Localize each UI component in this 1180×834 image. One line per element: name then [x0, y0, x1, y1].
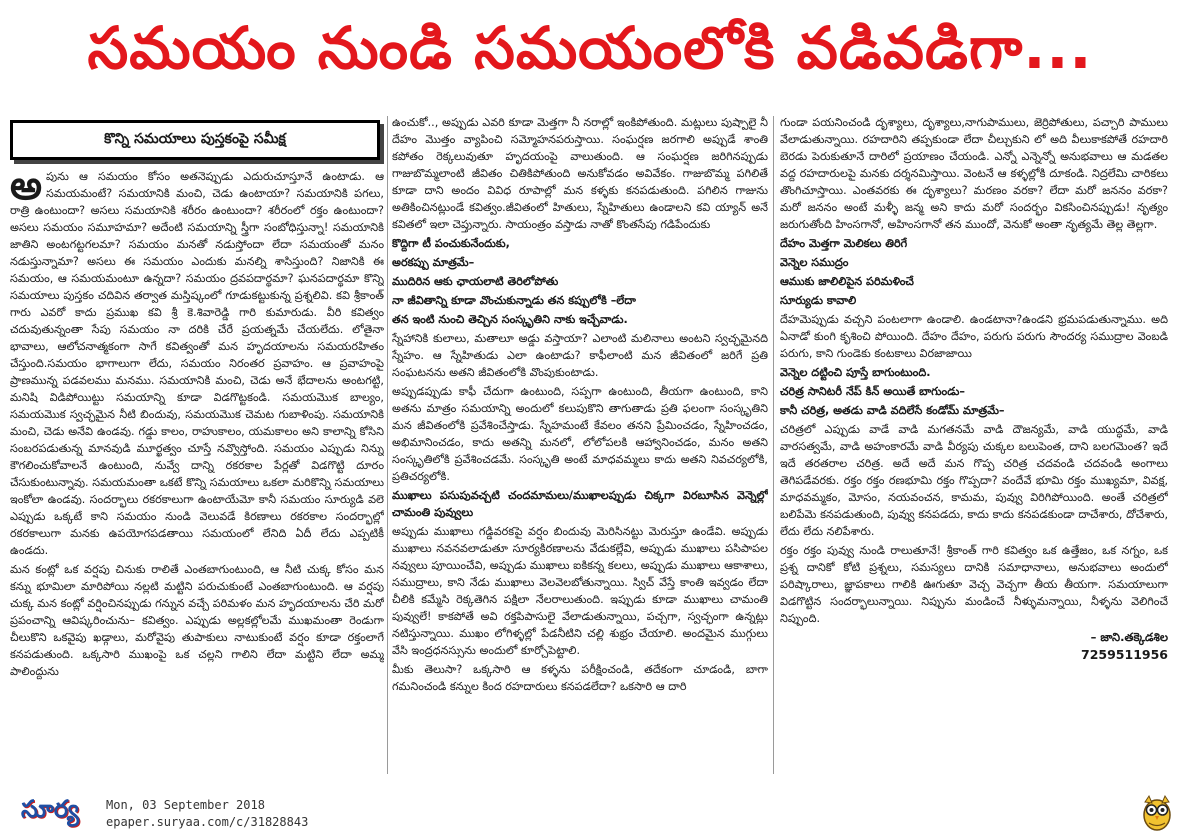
edition-date: Mon, 03 September 2018 [106, 798, 265, 812]
column-divider [387, 116, 388, 774]
paragraph: అప్పుడు ముఖాలు గడ్డివరకపై వర్షం బిందువు మెరిసినట్టు మెరుస్తూ ఉండేవి. అప్పుడు ముఖాలు నవనవలాడుతూ సూర్యకిరణాలను వేడుకల్లేవి, అప్పుడు ముఖాలు పసిపాపల నవ్వులు పూయించేవి, అప్పుడు ముఖాలు ఐకికన్న కలలు, అప్పుడు ముఖాలు ఆకాశాలు, సముద్రాలు, కాని నేడు ముఖాలు వెలవెలబోతున్నాయి. స్విచ్ వేస్తే కాంతి ఇవ్వడం లేదా చీలికి కమ్మేసి రెక్కతెగిన పక్షిలా నేలరాలుతుంది. ఇప్పుడు కూడా ముఖాలు చామంతి పువ్వులే! కాకపోతే అవి రక్తపిపాసులై వేలాడుతున్నాయి, పచ్చగా, స్వచ్ఛంగా ఉన్నట్లు నటిస్తున్నాయి. ముఖం లోగిళ్ళల్లో పేడనీటిని చల్లి శుభ్రం చేయాలి. అందమైన ముగ్గులు వేసి ఇంద్రధనస్సును అందులో కూర్చోపెట్టాలి. [392, 525, 768, 657]
poem-line: ఆముకు జాలిలిపైన పరిమళించే [780, 275, 914, 288]
poem-line: సూర్యుడు కావాలి [780, 294, 857, 307]
author-byline: – జాని.తక్కెడశిల [1090, 630, 1168, 644]
poem-line: ముఖాలు పసుపువచ్చటి చందమామలు/ముఖాలప్పుడు చిక్కగా విరబూసిన వెన్నెల్లో చామంతి పువ్వులు [392, 489, 768, 519]
paragraph: రక్తం రక్తం పువ్వు నుండి రాలుతూనే! శ్రీకాంత్ గారి కవిత్వం ఒక ఉత్తేజం, ఒక నగ్నం, ఒక ప్రశ్న దానికో కోటి ప్రశ్నలు, సమస్యలు దానికి సమాధానాలు, అనుభవాలు అందులో పరిష్కారాలు, జ్ఞాపకాలు గాలికి ఊగుతూ వెచ్చ వెచ్చగా తీయ తీయగా. సమయాలుగా విడగొట్టిన సందర్భాలున్నాయి. నిప్పును మండించే నీళ్ళుమన్నాయి, నీళ్ళను వెలిగించే నిప్పుంది. [780, 544, 1168, 625]
article-column-1 [10, 114, 384, 774]
poem-line: వెన్నెల సముద్రం [780, 256, 849, 269]
poem-line: దేహం మెత్తగా మెలికలు తిరిగే [780, 237, 908, 250]
paragraph: స్నేహానికి కులాలు, మతాలూ అడ్డు వస్తాయా? ఎలాంటి మలినాలు అంటని స్వచ్ఛమైనది స్నేహం. ఆ స్నేహితుడు ఎలా ఉంటాడు? కాఫీలాంటి మన జీవితంలో జరిగే ప్రతి సంఘటనను అతని జీవితంలోకి వొంపుకుంటాడు. [392, 332, 768, 379]
author-phone: 7259511956 [1081, 647, 1168, 662]
epaper-url[interactable]: epaper.suryaa.com/c/31828843 [106, 815, 309, 829]
review-title: కొన్ని సమయాలు పుస్తకంపై సమీక్ష [104, 130, 286, 147]
paragraph: అపును ఆ సమయం కోసం అతనెప్పుడు ఎదురుచూస్తూనే ఉంటాడు. ఆ సమయమంటే? సమయానికి మంచి, చెడు ఉంటాయా? సమయానికి పగలు, రాత్రి ఉంటుందా? అసలు సమయానికి శరీరం ఉంటుందా? శరీరంలో రక్తం ఉంటుందా? అసలు సమయం సమూహమా? అదేంటి సమయాన్ని స్త్రీగా సంబోధిస్తున్నా! సమయానికి జాతిని అంటగట్టగలమా? సమయం మనతో నడుస్తోందా లేదా సమయంతో మనం నడుస్తున్నామా? అసలు ఈ సమయం ఎందుకు మనల్ని శాసిస్తుంది? నిజానికి ఈ సమయం, ఆ సమయమంటూ ఉన్నదా? సమయం ద్రవపదార్థమా? ఘనపదార్థమా కొన్ని సమయాలు పుస్తకం చదివిన తర్వాత మస్తిష్కంలో గూడుకట్టుకున్న ప్రశ్నలివి. కవి శ్రీకాంత్ గారు ఎవరో కాదు ప్రముఖ కవి శ్రీ కె.శివారెడ్డి గారి కుమారుడు. వీరి కవిత్వం చదువుతున్నంతా సేపు సమయం నా దరికి చేరే ప్రయత్నమే చేయలేదు. లోతైనా భావాలు, ఆలోచనాత్మకంగా సాగే కవిత్వంతో మన హృదయాలను సమయరహితం చేస్తుంది.సమయం భాగాలుగా లేదు, సమయం నిరంతర ప్రవాహం. ఆ ప్రవాహంపై ప్రాణమున్న పడవలము మనము. సమయానికి మంచి, చెడు అనే భేదాలను అంటగట్టి, మనిషి విడిపోయిట్టు సమయాన్ని కూడా విడగొట్టకండి. సమయమొక బాల్యం, సమయమొక స్వచ్ఛమైన నీటి బిందువు, సమయమొక చెమట గుబాళింపు. సమయానికి మంచి, చెడు అనేవి ఉండవు. గడ్డు కాలం, రాహుకాలం, యమకాలం అని కాలాన్ని కోసిని సంబరపడుతున్న మానవుడి మూర్ఖత్వం చూస్తే నవ్వొస్తోంది. సమయం ఎప్పుడు నిన్ను కౌగలించుకోవాలనే ఉంటుంది, నువ్వే దాన్ని రకరకాల పేర్లతో విడగొట్టి దూరం చేసుకుంటున్నావు. సమయమంతా ఒకటే కొన్ని సమయాలు ఒకలా మరికొన్ని సమయాలు ఇంకోలా ఉండవు. సందర్భాలు రకరకాలుగా ఉంటాయేమో కానీ సమయం సూర్యుడి వలె ఎప్పుడు ఒక్కటే కాని సమయం నుండి వెలువడే కిరణాలు రకరకాల సందర్భాల్లో రకరకాలుగా మనకు ఉపయోగపడతాయి సమయంలో లేనిది ఏదీ లేదు ఎప్పటికీ ఉండదు. [10, 163, 384, 557]
poem-line: తన ఇంటి నుంచి తెచ్చిన సంస్కృతిని నాకు ఇచ్చేవాడు. [392, 313, 628, 326]
paragraph: మన కంట్లో ఒక వర్షపు చినుకు రాలితే ఎంతబాగుంటుంది, ఆ నీటి చుక్క కోసం మన కన్ను భూమిలా మారిపోయి నల్లటి మట్టిని పరుచుకుంటే ఎంతబాగుంటుంది. ఆ వర్షపు చుక్క మన కంట్లో వర్షించినప్పుడు గన్నున వచ్చే పరిమళం మన హృదయాలను చేరి మరో ప్రపంచాన్ని ఆవిష్కరించును– కవిత్వం. ఎప్పుడు అల్లకల్లోలమే ముఖమంతా రెండుగా చీలుకొని ఒకవైపు ఖడ్గాలు, మరోవైపు తుపాకులు నాటుకుంటే వర్షం కూడా రక్తంలాగే కనపడుతుంది. ఒక్కసారి ముఖంపై ఒక చల్లని గాలిని లేదా మట్టిని లేదా అమ్మ పాలింద్దును [10, 563, 384, 678]
paragraph: దేహమెప్పుడు వచ్చని పంటలాగా ఉండాలి. ఉండటానా?ఉండని భ్రమపడుతున్నాము. అది ఏనాడో కుంగి కృశించి పోయింది. దేహం దేహం, పరుగు పరుగు సౌందర్య సముద్రాల వెంబడి పరుగు, కాని గుండెకు కంటకాలు విరజాజాయి [780, 313, 1168, 360]
poem-line: అరకప్పు మాత్రమే– [392, 256, 475, 269]
owl-icon[interactable] [1140, 792, 1174, 832]
paragraph: అప్పుడప్పుడు కాఫీ చేదుగా ఉంటుంది, సప్పగా ఉంటుంది, తీయగా ఉంటుంది, కాని అతను మాత్రం సమయాన్ని అందులో కలుపుకొని తాగుతాడు ప్రతి ఫలంగా సంస్కృతిని మన జీవితంలోకి ప్రవేశించేస్తాడు. స్నేహమంటే కేవలం తనని ప్రేమించడం, స్నేహించడం, అభిమానించడం, కాదు అతన్ని మనలో, లోలోపలకి ఆహ్వానించడం, మనం అతని సంస్కృతిలోకి ప్రవేశించడమే. సంస్కృతి అంటే మాధవమ్మలు కాదు అతని నివచర్యలోకి, ప్రతిచర్యలోకి. [392, 385, 768, 483]
review-title-box [10, 120, 380, 160]
epaper-footer [0, 790, 1180, 834]
paragraph: గుండా పయనించండి దృశ్యాలు, దృశ్యాలు,నాగుపాములు, జెర్రిపోతులు, పచ్చారి పాములు వేలాడుతున్నాయి. రహదారిని తప్పకుండా లేదా చీల్చుకుని లో అది వీలుకాకపోతే రహదారి బెరడు పెరుకుతూనే దారిలో ప్రయాణం చేయండి. ఎన్నో ఎన్నెన్నో అనుభవాలు ఆ మడతల వద్ద రహదారులపై మనకు దర్శనమిస్తాయి. వెంటనే ఆ కళ్ళల్లోకి దూకండి. నిద్రలేమి చారికలు తొంగిచూస్తాయి. ఎంతవరకు ఈ దృశ్యాలు? మరణం వరకా? లేదా మరో జననం వరకా? మరో జననం అంటే మళ్ళీ జన్మ అని కాదు మరో సందర్భం వికసించినప్పుడు! నృత్యం జరుగుతోంది హింసగానో, అహింసగానో తన ముందో, వెనుకో అంతా నృత్యమే తెల్ల తెల్లగా. [780, 116, 1168, 231]
paragraph: మీకు తెలుసా? ఒక్కసారి ఆ కళ్ళను పరీక్షించండి, తదేకంగా చూడండి, బాగా గమనించండి కన్నుల కింద రహదారులు కనపడలేదా? ఒకసారి ఆ దారి [392, 663, 768, 693]
poem-line: నా జీవితాన్ని కూడా వొంచుకున్నాడు తన కప్పులోకి –లేదా [392, 294, 636, 307]
paragraph: చరిత్రలో ఎప్పుడు వాడే వాడి మగతనమే వాడి దౌజన్యమే, వాడి యుద్ధమే, వాడి వారసత్వమే, వాడి అహంకారమే వాడి వీర్యపు చుక్కల బలుపెంత, దాని బలగమెంత? ఇదే ఇదే తరతరాల చరిత్ర. అదే అదే మన గొప్ప చరిత్ర చదవండి చదవండి అంగాలు తెగిపడేవరకు. రక్తం రక్తం రణభూమి రక్తం గొప్పదా? వందేవే భూమి రక్తం ముఖ్యమా, వివక్ష, మాధవమ్మకం, మోసం, నయవంచన, కామమ, పువ్వు విరిగిపోయింది. అంతే చరిత్రలో బలిపేమె కనపడుతుంది, పువ్వు కనపడదు, కాదు కాదు కనపడకుండా దాచేశారు, దోచేశారు, లేదు లేదు నలిపేశారు. [780, 423, 1168, 538]
poem-line: ముదిరిన ఆకు ఛాయలాటి తెరిలోపోతు [392, 275, 559, 288]
poem-line: చరిత్ర సానిటరీ నేప్ కిన్ అయితే బాగుండు– [780, 385, 965, 398]
poem-line: కానీ చరిత్ర, అతడు వాడి వదిలేసే కండోమ్ మాత్రమే– [780, 404, 1005, 417]
article-column-3 [780, 114, 1168, 774]
drop-cap: అ [10, 163, 42, 209]
poem-line: వెన్నెల దట్టించి పూస్తే బాగుంటుంది. [780, 366, 931, 379]
paragraph: ఉంచుకో.., అప్పుడు ఎవరి కూడా మెత్తగా నీ నరాల్లో ఇంకిపోతుంది. మట్లులు పుష్పాలై నీ దేహం మొత్తం వ్యాపించి సమ్మోహనపరుస్తాయి. సంఘర్షణ జరగాలి అప్పుడే శాంతి కపోతం రెక్కలువుతూ హృదయంపై వాలుతుంది. ఆ సంఘర్షణ జరిగినప్పుడు గాజుబొమ్మలాంటి జీవితం చితికిపోతుంది అనుకోవడం అవివేకం. గాజుబొమ్మ పగిలితే కూడా దాని అందం వివిధ రూపాల్లో మన కళ్ళకు కనపడుతుంది. పగిలిన గాజును అతికించినట్లుండే కవిత్వం.జీవితంలో హితులు, స్నేహితులు ఉండాలని కవి య్యాన్ అనే కవితలో ఇలా చెప్తున్నారు. సాయంత్రం వస్తాడు నాతో కొంతసేపు గడిపేందుకు [392, 116, 768, 231]
suryaa-logo[interactable]: సూర్య [20, 795, 80, 823]
headline: సమయం నుండి సమయంలోకి వడివడిగా... [87, 13, 1093, 82]
poem-line: కొద్దిగా టీ పంచుకునేందుకు, [392, 237, 510, 250]
column-divider [773, 116, 774, 774]
article-column-2 [392, 114, 768, 774]
